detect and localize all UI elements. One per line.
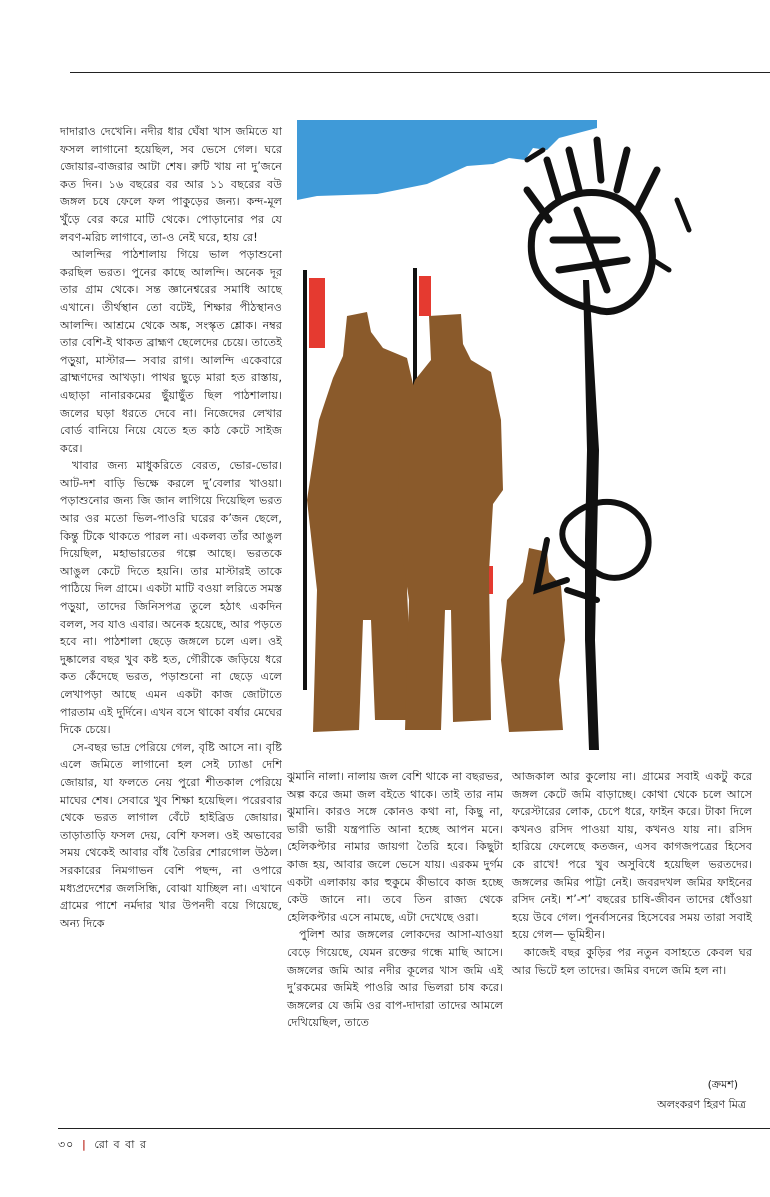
continued-note: (ক্রমশ)	[707, 1078, 738, 1091]
tree-canopy	[527, 140, 657, 312]
article-column-1	[60, 123, 282, 932]
footer-separator: |	[81, 1138, 87, 1151]
paragraph: সে-বছর ভাদ্র পেরিয়ে গেল, বৃষ্টি আসে না। বৃষ্টি এলে জমিতে লাগানো হল সেই ঢ্যাঙা দেশি জোয়ার, যা ফলতে নেয় পুরো শীতকাল পেরিয়ে মাঘের শেষ। সেবারে খুব শিক্ষা হয়েছিল। পরেরবার থেকে ভরত লাগাল বেঁটে হাইব্রিড জোয়ার। তাড়াতাড়ি ফসল দেয়, বেশি ফসল। ওই অভাবের সময় থেকেই আবার বাঁধ তৈরির শোরগোল উঠল। সরকারের নিমগাভন বেশি পছন্দ, না ওপারে মধ্যপ্রদেশের জলসিন্ধি, বোঝা যাচ্ছিল না। এখানে গ্রামের পাশে নর্মদার খার উপনদী বয়ে গিয়েছে, অন্য দিকে	[60, 740, 282, 930]
figure	[397, 314, 503, 730]
illustration-credit: অলংকরণ হিরণ মিত্র	[657, 1098, 746, 1111]
paragraph: আজকাল আর কুলোয় না। গ্রামের সবাই একটু করে জঙ্গল কেটে জমি বাড়াচ্ছে। কোথা থেকে চলে আসে ফরেস্টারের লোক, চেপে ধরে, ফাইন করে। টাকা দিলে কখনও রসিদ পাওয়া যায়, কখনও যায় না। রসিদ হারিয়ে ফেলেছে কতজন, এসব কাগজপত্রের হিসেব কে রাখে! পরে খুব অসুবিধে হয়েছিল ভরতদের। জঙ্গলের জমির পাট্টা নেই। জবরদখল জমির ফাইনের রসিদ নেই। শ’-শ’ বছরের চাষি-জীবন তাদের ধোঁওয়া হয়ে উবে গেল। পুনর্বাসনের হিসেবের সময় তারা সবাই হয়ে গেল— ভূমিহীন।	[512, 770, 752, 942]
figure	[501, 548, 565, 732]
paragraph: ঝুমানি নালা। নালায় জল বেশি থাকে না বছরভর, অল্প করে জমা জল বইতে থাকে। তাই তার নাম ঝুমানি। কারও সঙ্গে কোনও কথা না, কিছু না, ভারী ভারী যন্ত্রপাতি আনা হচ্ছে আপন মনে। হেলিকপ্টার নামার জায়গা তৈরি হবে। কিছুটা কাজ হয়, আবার জলে ভেসে যায়। এরকম দুর্গম একটা এলাকায় কার হুকুমে কীভাবে কাজ হচ্ছে কেউ জানে না। তবে তিন রাজ্য থেকে হেলিকপ্টার এসে নামছে, এটা দেখেছে ওরা।	[287, 770, 503, 924]
paragraph: খাবার জন্য মাধুকরিতে বেরত, ভোর-ভোর। আট-দশ বাড়ি ভিক্ষে করলে দু’বেলার খাওয়া। পড়াশুনোর জন্য জি জান লাগিয়ে দিয়েছিল ভরত আর ওর মতো ভিল-পাওরি ঘরের ক’জন ছেলে, কিন্তু টিকে থাকতে পারল না। একলব্য তাঁর আঙুল দিয়েছিল, মহাভারতের গল্পে আছে। ভরতকে আঙুল কেটে দিতে হয়নি। তার মাস্টারই তাকে পাঠিয়ে দিল গ্রামে। একটা মাটি বওয়া লরিতে সমস্ত পড়ুয়া, তাদের জিনিসপত্র তুলে হঠাৎ একদিন বলল, সব যাও এবার। অনেক হয়েছে, আর পড়তে হবে না। পাঠশালা ছেড়ে জঙ্গলে চলে এল। ওই দুষ্কালের বছর খুব কষ্ট হত, গৌরীকে জড়িয়ে ধরে কত কেঁদেছে ভরত, পড়াশুনো না ছেড়ে এলে লেখাপড়া আছে এমন একটা কাজ জোটাতে পারতাম এই দুর্দিনে। এখন বসে থাকো বর্ষার মেঘের দিকে চেয়ে।	[60, 459, 282, 737]
paragraph: কাজেই বছর কুড়ির পর নতুন বসাহতে কেবল ঘর আর ভিটে হল তাদের। জমির বদলে জমি হল না।	[512, 945, 752, 977]
paragraph: দাদারাও দেখেনি। নদীর ধার ঘেঁষা খাস জমিতে যা ফসল লাগানো হয়েছিল, সব ভেসে গেল। ঘরে জোয়ার-বাজরার আটা শেষ। রুটি খায় না দু’জনে কত দিন। ১৬ বছরের বর আর ১১ বছরের বউ জঙ্গল চষে ফেলে ফল পাকুড়ের জন্য। কন্দ-মূল খুঁড়ে বের করে মাটি থেকে। পোড়ানোর পর যে লবণ-মরিচ লাগাবে, তা-ও নেই ঘরে, হায় রে!	[60, 125, 282, 244]
illustration	[297, 120, 770, 750]
footer-rule	[58, 1128, 770, 1129]
article-column-2	[287, 768, 503, 1032]
flag-pole	[303, 270, 307, 690]
page-number: ৩০	[58, 1138, 75, 1151]
paragraph: পুলিশ আর জঙ্গলের লোকদের আসা-যাওয়া বেড়ে গিয়েছে, যেমন রক্তের গন্ধে মাছি আসে। জঙ্গলের জমি আর নদীর কূলের খাস জমি এই দু’রকমের জমিই পাওরি আর ভিলরা চাষ করে। জঙ্গলের যে জমি ওর বাপ-দাদারা তাদের আমলে দেখিয়েছিল, তাতে	[287, 928, 503, 1030]
tree	[583, 280, 599, 750]
paragraph: আলন্দির পাঠশালায় গিয়ে ভাল পড়াশুনো করছিল ভরত। পুনের কাছে আলন্দি। অনেক দূর তার গ্রাম থেকে। সন্ত জ্ঞানেশ্বরের সমাধি আছে এখানে। তীর্থস্থান তো বটেই, শিক্ষার পীঠস্থানও আলন্দি। আশ্রমে থেকে অঙ্ক, সংস্কৃত শ্লোক। নম্বর তার বেশি-ই থাকত ব্রাহ্মণ ছেলেদের চেয়ে। তাতেই পড়ুয়া, মাস্টার— সবার রাগ। আলন্দি একেবারে ব্রাহ্মণদের আখড়া। পাথর ছুড়ে মারা হত রাস্তায়, এছাড়া নানারকমের ছুঁয়াছুঁত ছিল পাঠশালায়। জলের ঘড়া ধরতে দেবে না। নিজেদের লেখার বোর্ড বানিয়ে নিয়ে যেতে হত কাঠ কেটে সাইজ করে।	[60, 248, 282, 455]
article-column-3	[512, 768, 752, 979]
flag	[309, 278, 325, 348]
page-footer	[58, 1136, 147, 1155]
magazine-name: রো ব বা র	[94, 1138, 148, 1151]
flag	[419, 276, 431, 316]
header-rule	[70, 72, 770, 73]
